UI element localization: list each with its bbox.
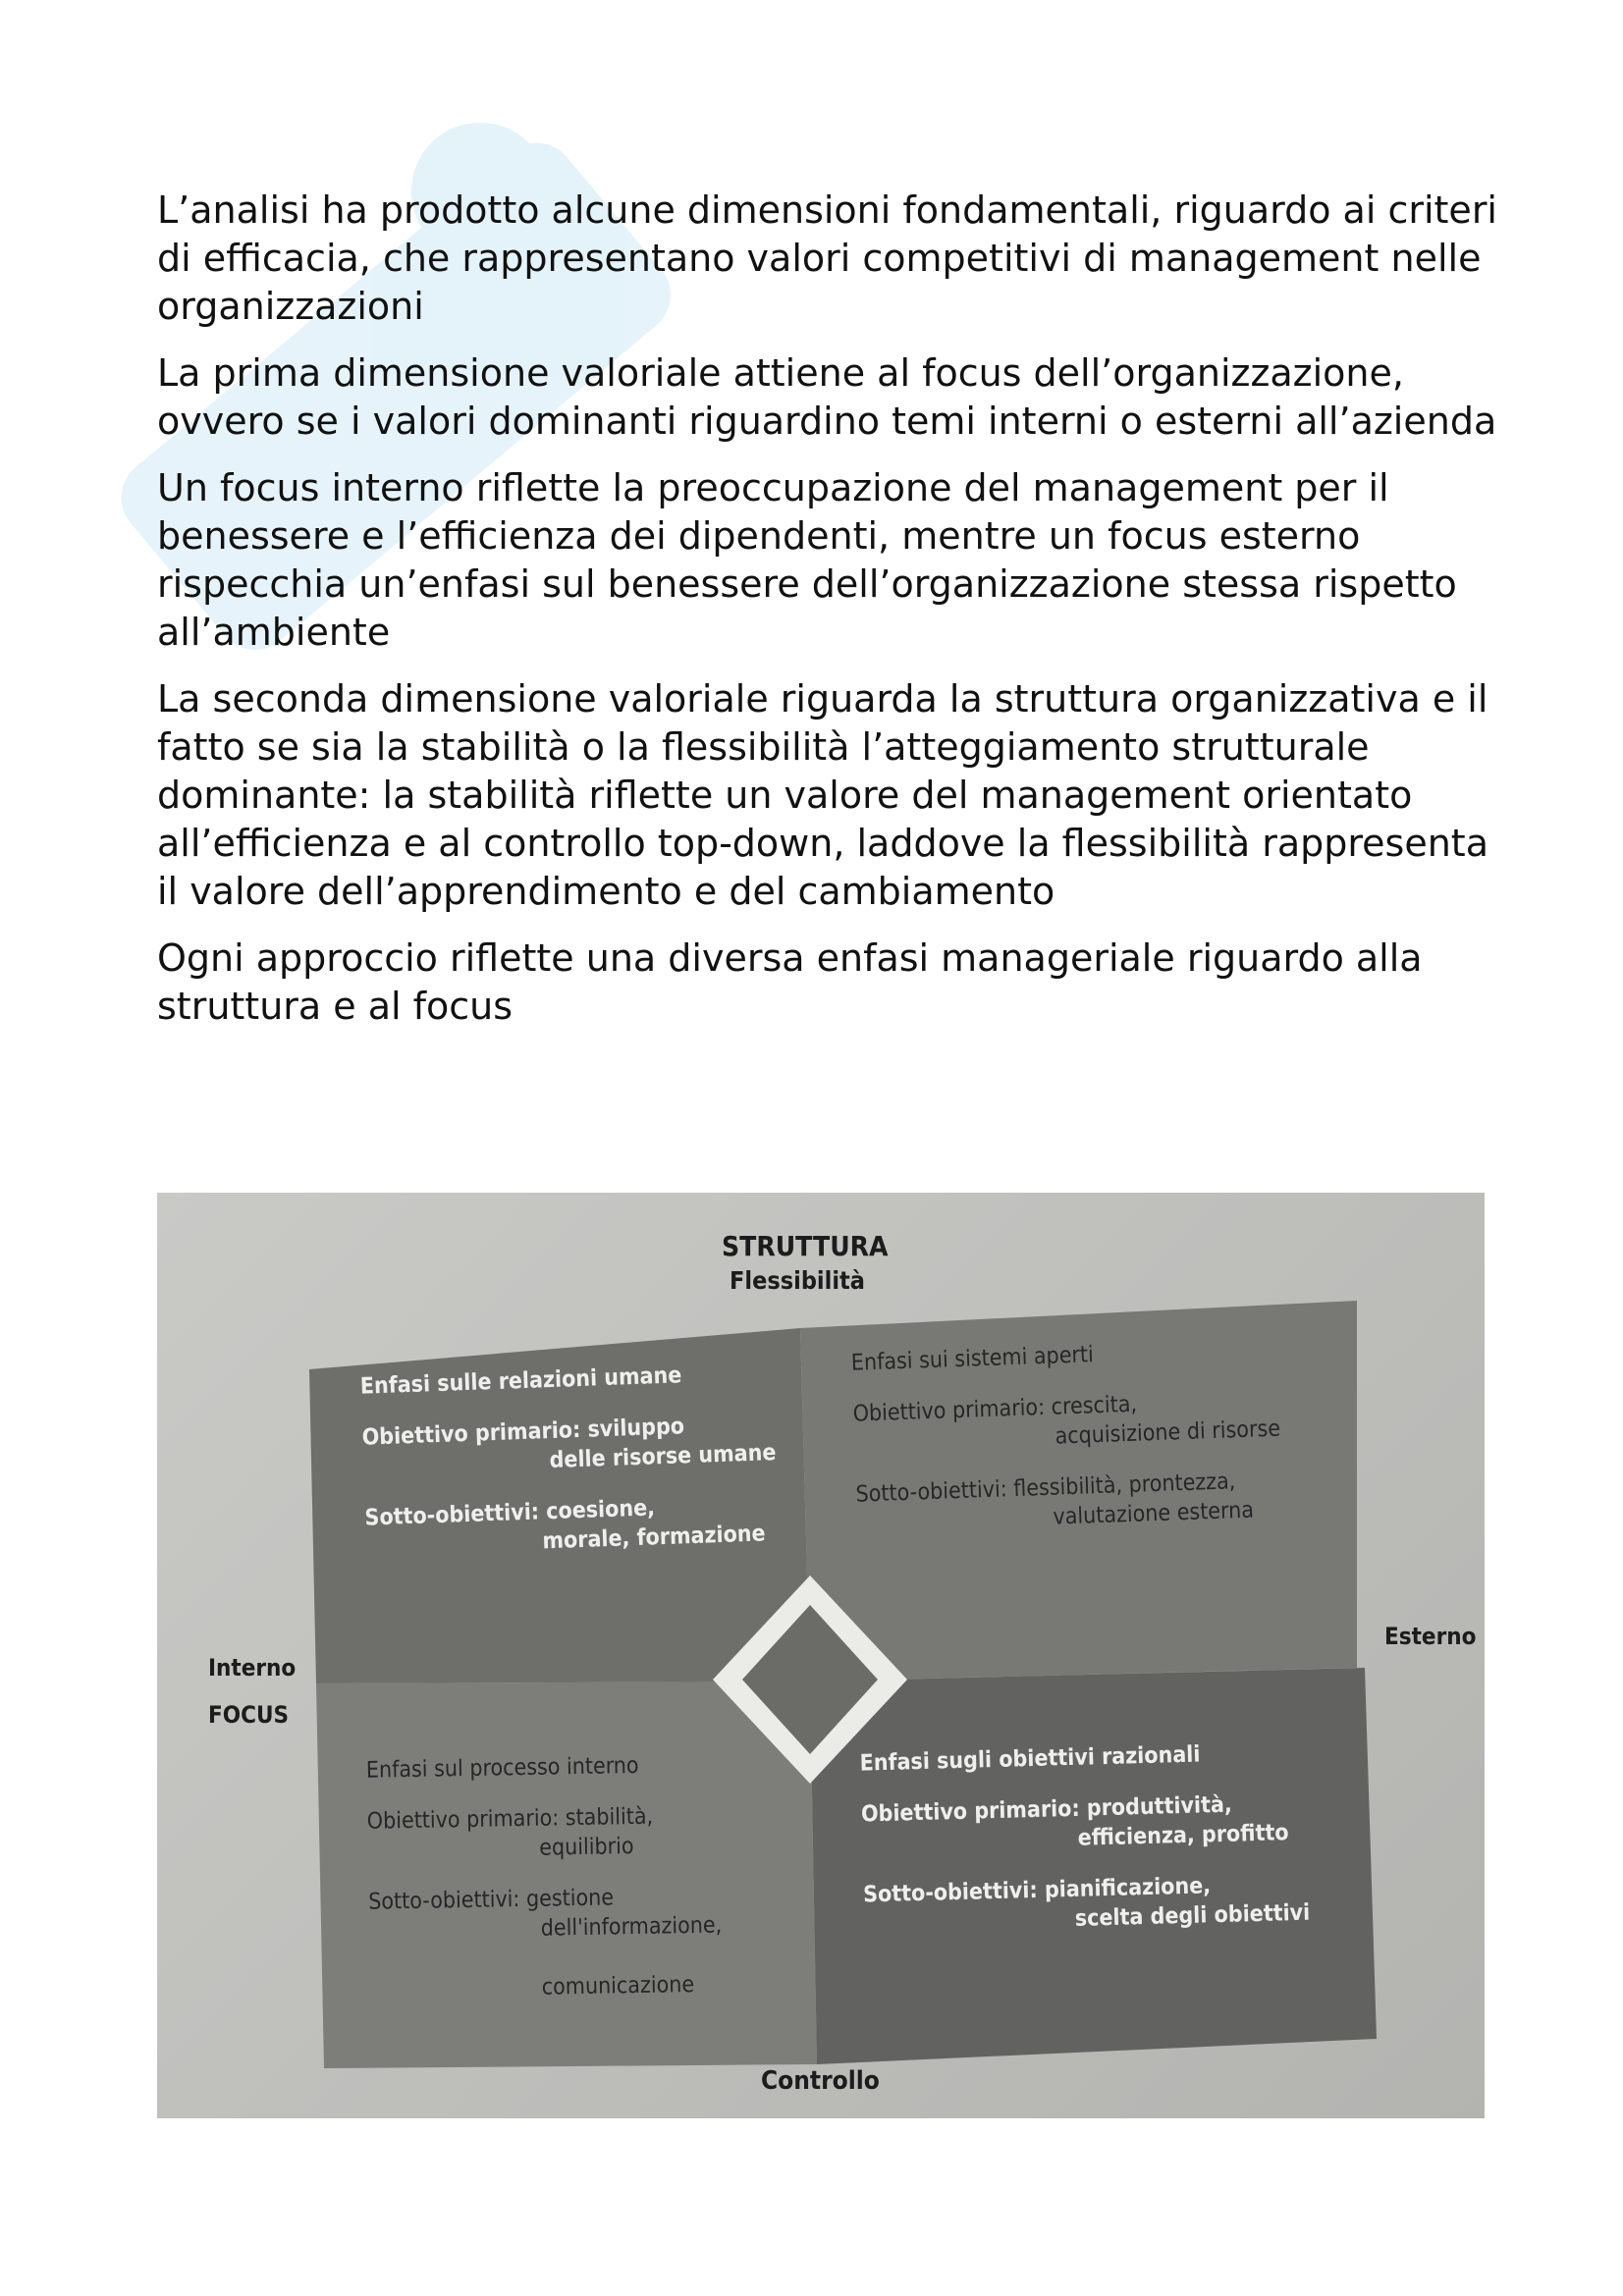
qbl-primary-a: Obiettivo primario: stabilità, — [366, 1803, 654, 1835]
qbl-primary-b: equilibrio — [539, 1834, 634, 1861]
axis-right-label: Esterno — [1384, 1623, 1477, 1650]
quadrant-bottom-right — [859, 1735, 1355, 1960]
quadrant-top-left — [359, 1357, 798, 1583]
paragraph-3: Un focus interno riflette la preoccupazione del management per il benessere e l’efficienza dei dipendenti, mentre un focus esterno rispecchia un’enfasi sul benessere dell’organizzazione stessa rispetto all’ambiente — [157, 466, 1457, 654]
qtl-primary-b: delle risorse umane — [549, 1440, 777, 1474]
qbl-sub-a: Sotto-obiettivi: gestione — [367, 1885, 615, 1915]
qbr-title: Enfasi sugli obiettivi razionali — [859, 1741, 1201, 1777]
qtr-sub-b: valutazione esterna — [1053, 1497, 1255, 1530]
quadrant-shapes — [157, 1193, 1485, 2118]
document-body — [157, 187, 1512, 1049]
qbl-sub-c: comunicazione — [541, 1971, 695, 2001]
qbl-sub-b: dell'informazione, — [540, 1912, 723, 1942]
qbr-primary-a: Obiettivo primario: produttività, — [860, 1791, 1233, 1828]
qtr-sub-a: Sotto-obiettivi: flessibilità, prontezza, — [855, 1468, 1236, 1508]
axis-top-label: Flessibilità — [730, 1266, 865, 1295]
paragraph-1: L’analisi ha prodotto alcune dimensioni fondamentali, riguardo ai criteri di efficacia, che rappresentano valori competitivi di management nelle organizzazioni — [157, 188, 1497, 328]
qbr-primary-b: efficienza, profitto — [1077, 1820, 1289, 1851]
qtr-title: Enfasi sui sistemi aperti — [850, 1342, 1095, 1376]
paragraph-2: La prima dimensione valoriale attiene al focus dell’organizzazione, ovvero se i valori dominanti riguardino temi interni o esterni all’azienda — [157, 351, 1497, 443]
qtr-primary-a: Obiettivo primario: crescita, — [852, 1391, 1138, 1427]
qtl-sub-b: morale, formazione — [542, 1521, 767, 1555]
paragraph-4: La seconda dimensione valoriale riguarda la struttura organizzativa e il fatto se sia la stabilità o la flessibilità l’atteggiamento strutturale dominante: la stabilità riflette un valore del management orientato all’efficienza e al controllo top-down, laddove la flessibilità rappresenta il valore dell’apprendimento e del cambiamento — [157, 677, 1488, 913]
qtr-primary-b: acquisizione di risorse — [1055, 1415, 1281, 1450]
qbr-sub-a: Sotto-obiettivi: pianificazione, — [862, 1873, 1212, 1908]
axis-bottom-label: Controllo — [761, 2066, 880, 2096]
axis-left-label: Interno — [208, 1654, 297, 1682]
quadrant-bottom-left — [366, 1748, 793, 2026]
axis-top-title: STRUTTURA — [722, 1230, 889, 1262]
qtl-title: Enfasi sulle relazioni umane — [359, 1362, 682, 1400]
quadrant-top-right — [850, 1331, 1348, 1560]
qtl-primary-a: Obiettivo primario: sviluppo — [361, 1414, 685, 1451]
qbr-sub-b: scelta degli obiettivi — [1074, 1899, 1311, 1932]
paragraph-5: Ogni approccio riflette una diversa enfasi manageriale riguardo alla struttura e al focus — [157, 936, 1423, 1028]
qtl-sub-a: Sotto-obiettivi: coesione, — [364, 1495, 656, 1531]
qbl-title: Enfasi sul processo interno — [365, 1752, 639, 1784]
competing-values-figure — [157, 1193, 1485, 2118]
axis-left-title: FOCUS — [208, 1701, 290, 1729]
